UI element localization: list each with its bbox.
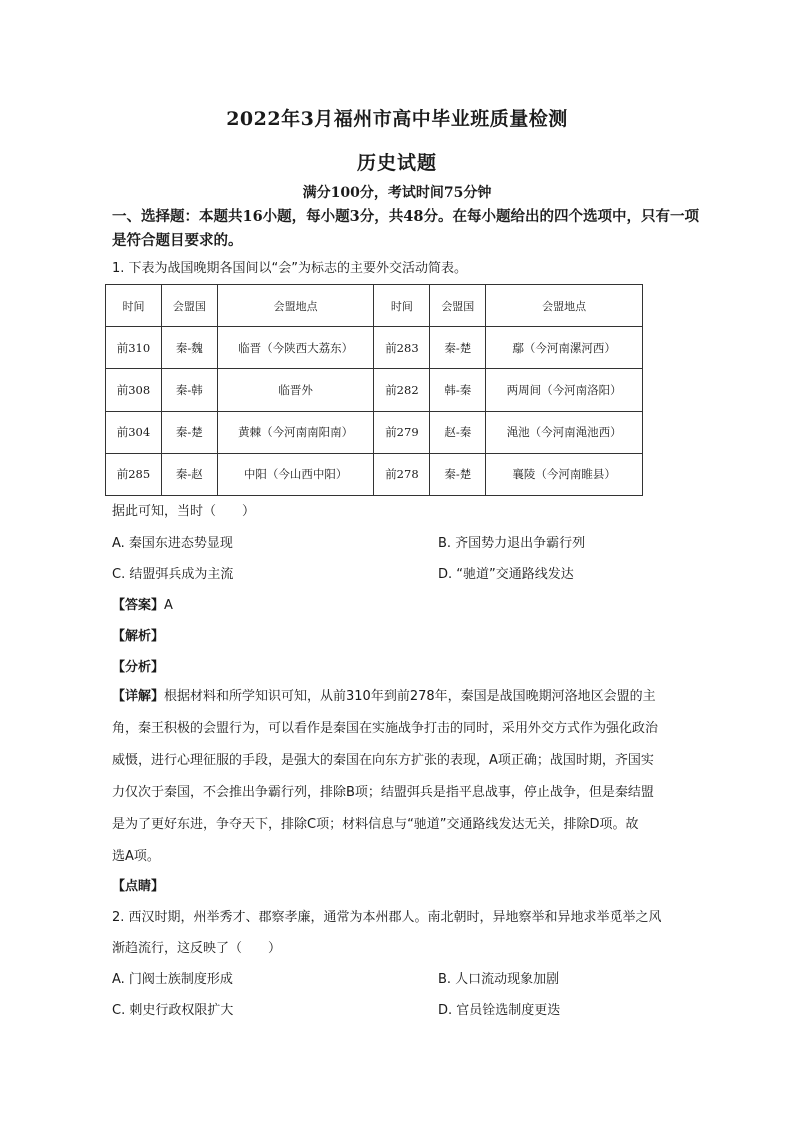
fenxi-label: 【分析】: [112, 660, 165, 675]
table-row: [106, 369, 643, 411]
table-cell: 秦-楚: [430, 327, 486, 369]
table-cell: 前308: [106, 369, 162, 411]
table-header-cell: 会盟国: [430, 285, 486, 327]
q1-detail: [112, 681, 702, 873]
table-header-cell: 时间: [374, 285, 430, 327]
q2-stem-line2: 渐趋流行，这反映了（ ）: [112, 941, 282, 956]
table-row: [106, 327, 643, 369]
subject-title: 历史试题: [356, 152, 437, 174]
q2-option-a[interactable]: A. 门阀士族制度形成: [112, 972, 233, 987]
q1-table: [105, 284, 643, 496]
detail-line: 威慑，进行心理征服的手段，是强大的秦国在向东方扩张的表现，A项正确；战国时期，齐国实: [112, 753, 654, 768]
section-intro: 一、选择题：本题共16小题，每小题3分，共48分。在每小题给出的四个选项中，只有一项是符合题目要求的。: [112, 208, 699, 249]
table-cell: 临晋（今陕西大荔东）: [217, 327, 374, 369]
table-row: [106, 453, 643, 495]
table-header-cell: 会盟国: [161, 285, 217, 327]
q1-stem: 1. 下表为战国晚期各国间以“会”为标志的主要外交活动简表。: [112, 261, 468, 276]
table-header-cell: 会盟地点: [486, 285, 643, 327]
table-cell: 赵-秦: [430, 411, 486, 453]
detail-line: 是为了更好东进，争夺天下，排除C项；材料信息与“驰道”交通路线发达无关，排除D项。故: [112, 817, 639, 832]
table-cell: 中阳（今山西中阳）: [217, 453, 374, 495]
table-cell: 渑池（今河南渑池西）: [486, 411, 643, 453]
detail-label: 【详解】: [112, 689, 165, 704]
table-cell: 前283: [374, 327, 430, 369]
table-cell: 前278: [374, 453, 430, 495]
table-cell: 前282: [374, 369, 430, 411]
table-cell: 前285: [106, 453, 162, 495]
detail-line: 选A项。: [112, 849, 160, 864]
table-cell: 秦-魏: [161, 327, 217, 369]
table-cell: 临晋外: [217, 369, 374, 411]
q1-answer: [112, 597, 173, 615]
answer-value: A: [164, 598, 173, 613]
q2-stem-line1: 2. 西汉时期，州举秀才、郡察孝廉，通常为本州郡人。南北朝时，异地察举和异地求举觅举之风: [112, 910, 662, 925]
table-cell: 前304: [106, 411, 162, 453]
table-cell: 两周间（今河南洛阳）: [486, 369, 643, 411]
detail-line: 力仅次于秦国，不会推出争霸行列，排除B项；结盟弭兵是指平息战事，停止战争，但是秦结盟: [112, 785, 654, 800]
table-cell: 前310: [106, 327, 162, 369]
table-cell: 襄陵（今河南睢县）: [486, 453, 643, 495]
detail-line: 【详解】根据材料和所学知识可知，从前310年到前278年，秦国是战国晚期河洛地区会盟的主: [112, 689, 656, 704]
table-cell: 韩-秦: [430, 369, 486, 411]
q2-option-b[interactable]: B. 人口流动现象加剧: [438, 972, 560, 987]
table-cell: 鄢（今河南漯河西）: [486, 327, 643, 369]
q2-option-c[interactable]: C. 刺史行政权限扩大: [112, 1003, 234, 1018]
table-cell: 秦-楚: [161, 411, 217, 453]
table-cell: 秦-赵: [161, 453, 217, 495]
answer-label: 【答案】: [112, 598, 165, 613]
table-row: [106, 411, 643, 453]
exam-title: 2022年3月福州市高中毕业班质量检测: [226, 108, 568, 130]
table-cell: 秦-楚: [430, 453, 486, 495]
detail-line: 角，秦王积极的会盟行为，可以看作是秦国在实施战争打击的同时，采用外交方式作为强化政治: [112, 721, 659, 736]
table-cell: 黄棘（今河南南阳南）: [217, 411, 374, 453]
q1-option-b[interactable]: B. 齐国势力退出争霸行列: [438, 536, 586, 551]
q1-option-a[interactable]: A. 秦国东进态势显现: [112, 536, 233, 551]
analysis-label: 【解析】: [112, 629, 165, 644]
table-header-row: [106, 285, 643, 327]
q2-option-d[interactable]: D. 官员铨选制度更迭: [438, 1003, 561, 1018]
q1-option-d[interactable]: D. “驰道”交通路线发达: [438, 567, 574, 582]
q1-question: 据此可知，当时（ ）: [112, 504, 256, 519]
table-cell: 前279: [374, 411, 430, 453]
table-header-cell: 时间: [106, 285, 162, 327]
q1-option-c[interactable]: C. 结盟弭兵成为主流: [112, 567, 234, 582]
dianjing-label: 【点睛】: [112, 879, 165, 894]
exam-subtitle: 满分100分，考试时间75分钟: [302, 185, 492, 201]
table-cell: 秦-韩: [161, 369, 217, 411]
table-header-cell: 会盟地点: [217, 285, 374, 327]
